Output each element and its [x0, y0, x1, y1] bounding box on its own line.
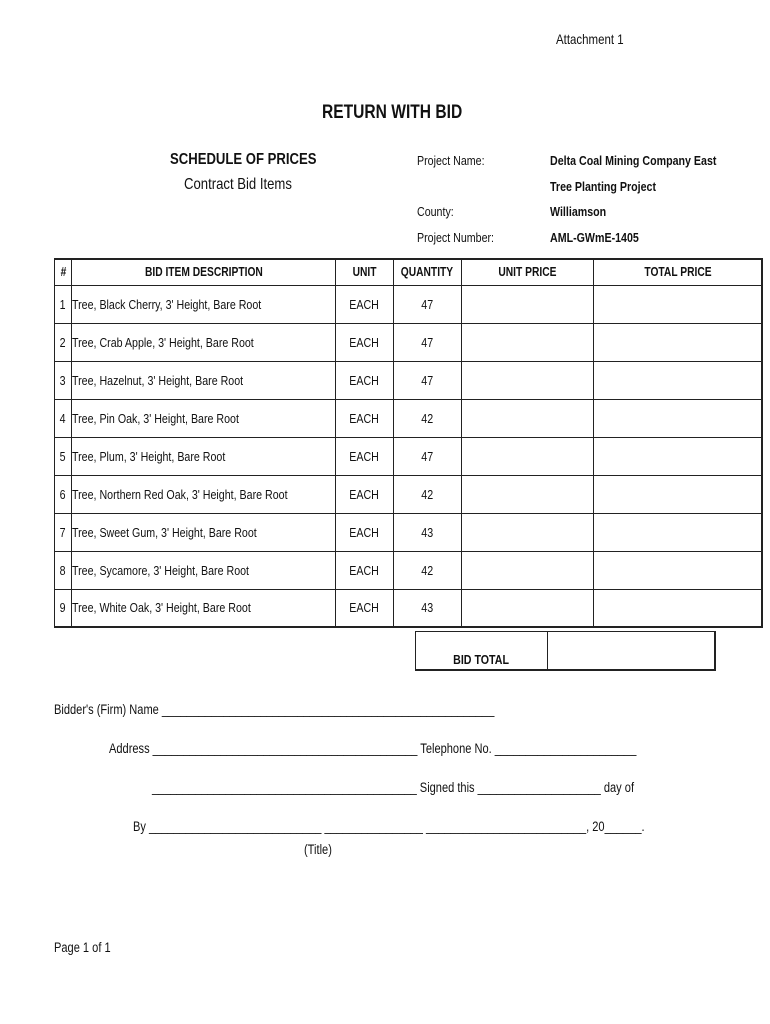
- row-description: Tree, Sweet Gum, 3' Height, Bare Root: [72, 513, 336, 551]
- row-unit: EACH: [335, 437, 393, 475]
- bid-total-box: [415, 631, 716, 671]
- bid-items-table: [54, 258, 763, 628]
- row-num: 3: [55, 361, 72, 399]
- table-row: [55, 399, 763, 437]
- row-quantity: 47: [393, 323, 461, 361]
- row-unit: EACH: [335, 285, 393, 323]
- row-description: Tree, Hazelnut, 3' Height, Bare Root: [72, 361, 336, 399]
- header-num: #: [55, 259, 72, 285]
- row-description: Tree, Black Cherry, 3' Height, Bare Root: [72, 285, 336, 323]
- project-number-value: AML-GWmE-1405: [550, 230, 639, 245]
- row-quantity: 47: [393, 285, 461, 323]
- total-price-cell[interactable]: [593, 437, 762, 475]
- schedule-title: SCHEDULE OF PRICES: [170, 151, 317, 168]
- table-row: [55, 589, 763, 627]
- project-name-line1: Delta Coal Mining Company East: [550, 153, 717, 168]
- row-unit: EACH: [335, 513, 393, 551]
- by-signature-line[interactable]: By ____________________________ ________________ __________________________, 20______.: [133, 819, 645, 834]
- header-unit: UNIT: [335, 259, 393, 285]
- row-num: 8: [55, 551, 72, 589]
- row-unit: EACH: [335, 361, 393, 399]
- project-name-label: Project Name:: [417, 153, 485, 168]
- total-price-cell[interactable]: [593, 475, 762, 513]
- row-num: 6: [55, 475, 72, 513]
- unit-price-cell[interactable]: [461, 323, 593, 361]
- header-unit-price: UNIT PRICE: [461, 259, 593, 285]
- unit-price-cell[interactable]: [461, 361, 593, 399]
- row-num: 5: [55, 437, 72, 475]
- unit-price-cell[interactable]: [461, 513, 593, 551]
- row-num: 4: [55, 399, 72, 437]
- unit-price-cell[interactable]: [461, 551, 593, 589]
- total-price-cell[interactable]: [593, 361, 762, 399]
- table-row: [55, 285, 763, 323]
- total-price-cell[interactable]: [593, 589, 762, 627]
- row-quantity: 47: [393, 437, 461, 475]
- row-num: 7: [55, 513, 72, 551]
- address-telephone-line[interactable]: Address ___________________________________________ Telephone No. _______________________: [109, 741, 637, 756]
- row-unit: EACH: [335, 399, 393, 437]
- project-name-line2: Tree Planting Project: [550, 179, 657, 194]
- table-row: [55, 361, 763, 399]
- row-quantity: 42: [393, 399, 461, 437]
- table-row: [55, 437, 763, 475]
- unit-price-cell[interactable]: [461, 475, 593, 513]
- row-description: Tree, Pin Oak, 3' Height, Bare Root: [72, 399, 336, 437]
- schedule-subtitle: Contract Bid Items: [184, 176, 292, 193]
- county-label: County:: [417, 204, 454, 219]
- table-header-row: [55, 259, 763, 285]
- total-price-cell[interactable]: [593, 513, 762, 551]
- bid-total-divider: [547, 632, 548, 669]
- attachment-label: Attachment 1: [556, 31, 624, 47]
- row-unit: EACH: [335, 475, 393, 513]
- unit-price-cell[interactable]: [461, 399, 593, 437]
- unit-price-cell[interactable]: [461, 437, 593, 475]
- row-quantity: 42: [393, 475, 461, 513]
- bidder-firm-name-line[interactable]: Bidder's (Firm) Name ______________________________________________________: [54, 702, 495, 717]
- total-price-cell[interactable]: [593, 323, 762, 361]
- unit-price-cell[interactable]: [461, 285, 593, 323]
- bid-total-label: BID TOTAL: [453, 652, 510, 667]
- header-description: BID ITEM DESCRIPTION: [72, 259, 336, 285]
- header-total-price: TOTAL PRICE: [593, 259, 762, 285]
- row-unit: EACH: [335, 323, 393, 361]
- table-row: [55, 551, 763, 589]
- total-price-cell[interactable]: [593, 551, 762, 589]
- unit-price-cell[interactable]: [461, 589, 593, 627]
- title-label: (Title): [304, 842, 332, 857]
- total-price-cell[interactable]: [593, 399, 762, 437]
- row-num: 2: [55, 323, 72, 361]
- row-quantity: 43: [393, 513, 461, 551]
- row-description: Tree, Northern Red Oak, 3' Height, Bare Root: [72, 475, 336, 513]
- row-unit: EACH: [335, 589, 393, 627]
- table-row: [55, 513, 763, 551]
- signed-this-line[interactable]: ___________________________________________ Signed this ____________________ day of: [152, 780, 635, 795]
- row-num: 1: [55, 285, 72, 323]
- row-description: Tree, Sycamore, 3' Height, Bare Root: [72, 551, 336, 589]
- row-quantity: 42: [393, 551, 461, 589]
- page-number: Page 1 of 1: [54, 940, 111, 955]
- row-num: 9: [55, 589, 72, 627]
- row-description: Tree, Crab Apple, 3' Height, Bare Root: [72, 323, 336, 361]
- header-quantity: QUANTITY: [393, 259, 461, 285]
- table-row: [55, 323, 763, 361]
- total-price-cell[interactable]: [593, 285, 762, 323]
- county-value: Williamson: [550, 204, 607, 219]
- project-number-label: Project Number:: [417, 230, 495, 245]
- row-description: Tree, Plum, 3' Height, Bare Root: [72, 437, 336, 475]
- row-unit: EACH: [335, 551, 393, 589]
- row-quantity: 43: [393, 589, 461, 627]
- page-title: RETURN WITH BID: [322, 102, 463, 123]
- row-description: Tree, White Oak, 3' Height, Bare Root: [72, 589, 336, 627]
- table-row: [55, 475, 763, 513]
- row-quantity: 47: [393, 361, 461, 399]
